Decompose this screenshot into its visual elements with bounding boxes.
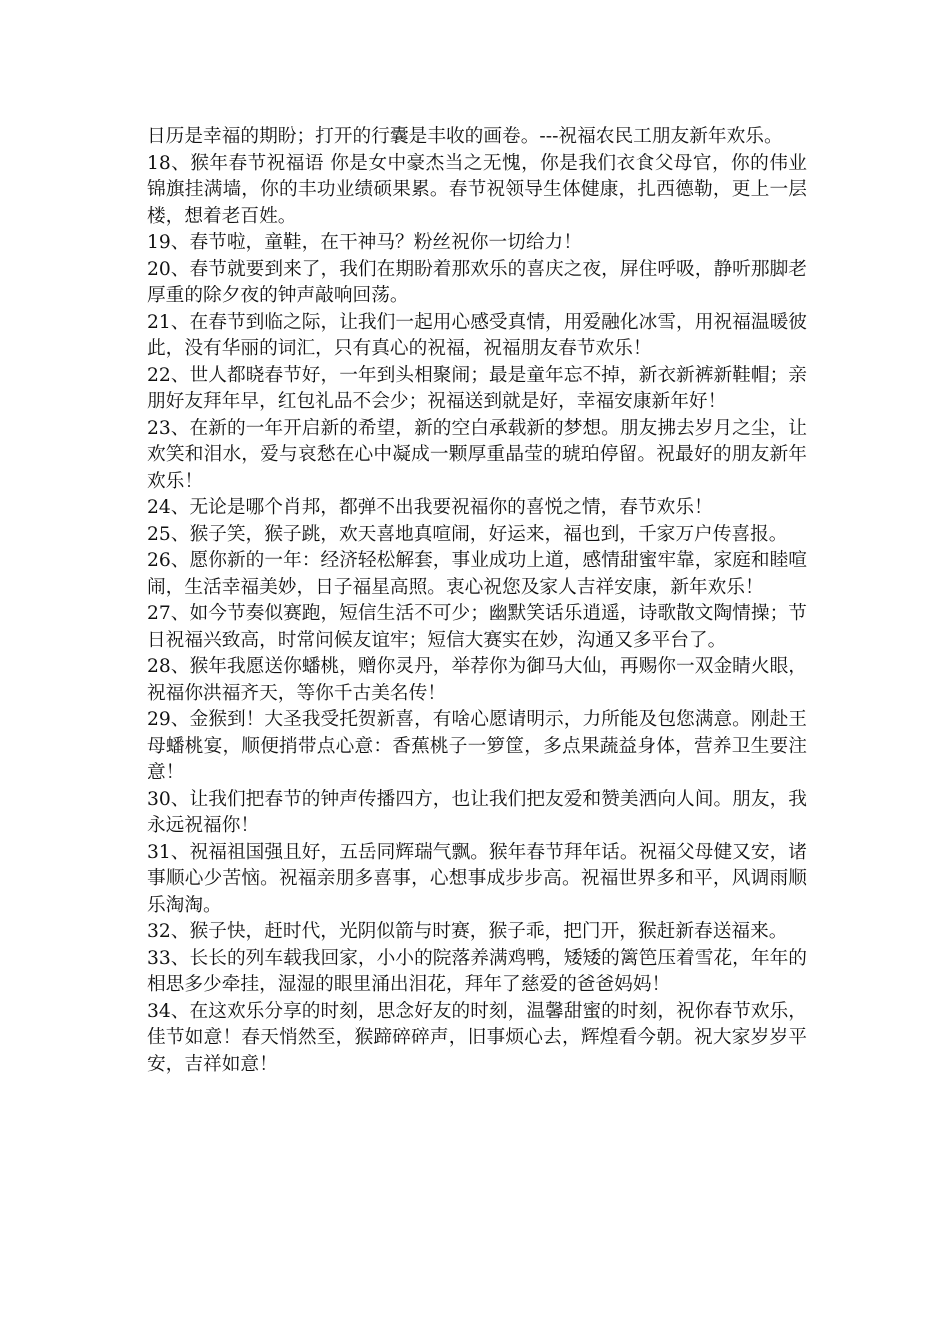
paragraph: 23、在新的一年开启新的希望，新的空白承载新的梦想。朋友拂去岁月之尘，让欢笑和泪水，爱与哀愁在心中凝成一颗厚重晶莹的琥珀停留。祝最好的朋友新年欢乐！ [147,417,807,492]
document-body [147,124,807,1078]
paragraph: 24、无论是哪个肖邦，都弹不出我要祝福你的喜悦之情，春节欢乐！ [147,497,713,518]
paragraph: 26、愿你新的一年：经济轻松解套，事业成功上道，感情甜蜜牢靠，家庭和睦喧闹，生活幸福美妙，日子福星高照。衷心祝您及家人吉祥安康，新年欢乐！ [147,550,807,598]
paragraph: 18、猴年春节祝福语 你是女中豪杰当之无愧，你是我们衣食父母官，你的伟业锦旗挂满墙，你的丰功业绩硕果累。春节祝领导生体健康，扎西德勒，更上一层楼，想着老百姓。 [147,152,807,227]
paragraph: 22、世人都晓春节好，一年到头相聚闹；最是童年忘不掉，新衣新裤新鞋帽；亲朋好友拜年早，红包礼品不会少；祝福送到就是好，幸福安康新年好！ [147,364,807,412]
paragraph: 32、猴子快，赶时代，光阴似箭与时赛，猴子乖，把门开，猴赶新春送福来。 [147,921,788,942]
paragraph: 31、祝福祖国强且好，五岳同辉瑞气飘。猴年春节拜年话。祝福父母健又安，诸事顺心少苦恼。祝福亲朋多喜事，心想事成步步高。祝福世界多和平，风调雨顺乐淘淘。 [147,841,807,916]
paragraph: 30、让我们把春节的钟声传播四方，也让我们把友爱和赞美洒向人间。朋友，我永远祝福你！ [147,788,807,836]
paragraph: 34、在这欢乐分享的时刻，思念好友的时刻，温馨甜蜜的时刻，祝你春节欢乐，佳节如意！春天悄然至，猴蹄碎碎声，旧事烦心去，辉煌看今朝。祝大家岁岁平安，吉祥如意！ [147,1000,807,1075]
paragraph: 29、金猴到！大圣我受托贺新喜，有啥心愿请明示，力所能及包您满意。刚赴王母蟠桃宴，顺便捎带点心意：香蕉桃子一箩筐，多点果蔬益身体，营养卫生要注意！ [147,709,807,783]
paragraph: 28、猴年我愿送你蟠桃，赠你灵丹，举荐你为御马大仙，再赐你一双金睛火眼，祝福你洪福齐天，等你千古美名传！ [147,656,807,704]
paragraph: 33、长长的列车载我回家，小小的院落养满鸡鸭，矮矮的篱笆压着雪花，年年的相思多少牵挂，湿湿的眼里涌出泪花，拜年了慈爱的爸爸妈妈！ [147,947,807,995]
paragraph: 25、猴子笑，猴子跳，欢天喜地真喧闹，好运来，福也到，千家万户传喜报。 [147,523,788,545]
paragraph: 日历是幸福的期盼；打开的行囊是丰收的画卷。---祝福农民工朋友新年欢乐。 [147,126,783,147]
paragraph: 27、如今节奏似赛跑，短信生活不可少；幽默笑话乐逍遥，诗歌散文陶情操；节日祝福兴致高，时常问候友谊牢；短信大赛实在妙，沟通又多平台了。 [147,603,807,651]
paragraph: 20、春节就要到来了，我们在期盼着那欢乐的喜庆之夜，屏住呼吸，静听那脚老厚重的除夕夜的钟声敲响回荡。 [147,258,807,306]
paragraph: 19、春节啦，童鞋，在干神马？粉丝祝你一切给力！ [147,232,582,253]
paragraph: 21、在春节到临之际，让我们一起用心感受真情，用爱融化冰雪，用祝福温暖彼此，没有华丽的词汇，只有真心的祝福，祝福朋友春节欢乐！ [147,311,807,359]
